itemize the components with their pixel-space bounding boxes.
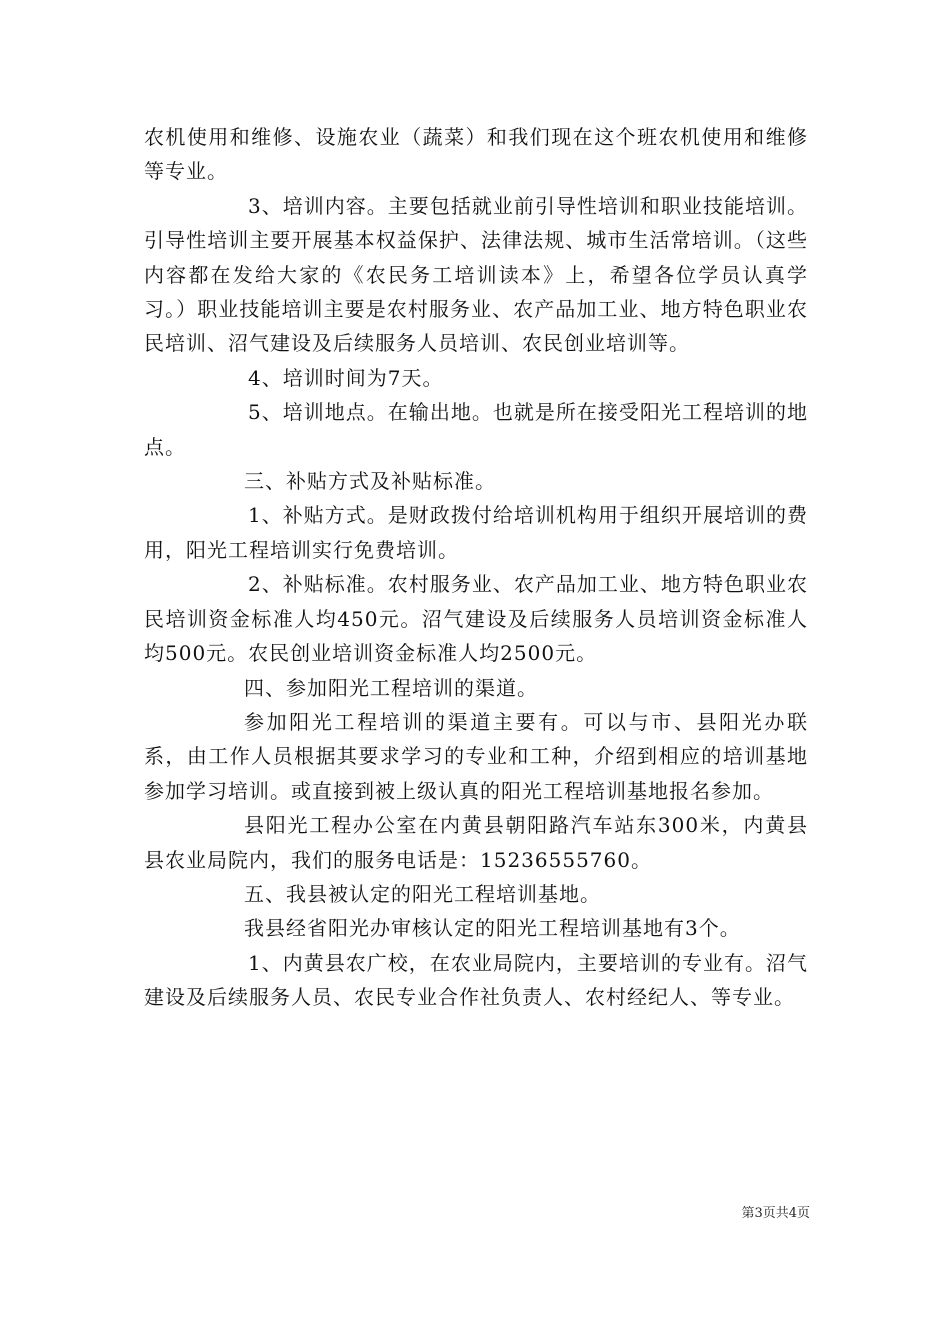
paragraph-8: 县阳光工程办公室在内黄县朝阳路汽车站东300米，内黄县县农业局院内，我们的服务电话是：15236555760。: [144, 813, 808, 872]
paragraph-4: 5、培训地点。在输出地。也就是所在接受阳光工程培训的地点。: [144, 400, 808, 459]
paragraph-6: 2、补贴标准。农村服务业、农产品加工业、地方特色职业农民培训资金标准人均450元。沼气建设及后续服务人员培训资金标准人均500元。农民创业培训资金标准人均2500元。: [144, 572, 808, 666]
section-heading-3: 三、补贴方式及补贴标准。: [244, 469, 496, 494]
paragraph-9: 我县经省阳光办审核认定的阳光工程培训基地有3个。: [244, 916, 741, 941]
paragraph-10: 1、内黄县农广校，在农业局院内，主要培训的专业有。沼气建设及后续服务人员、农民专业合作社负责人、农村经纪人、等专业。: [144, 950, 808, 1010]
paragraph-1: 农机使用和维修、设施农业（蔬菜）和我们现在这个班农机使用和维修等专业。: [144, 125, 808, 184]
page-number: 第3页共4页: [741, 1206, 810, 1221]
paragraph-3: 4、培训时间为7天。: [248, 365, 444, 390]
section-heading-4: 四、参加阳光工程培训的渠道。: [244, 675, 538, 700]
paragraph-5: 1、补贴方式。是财政拨付给培训机构用于组织开展培训的费用，阳光工程培训实行免费培训。: [144, 503, 808, 562]
section-heading-5: 五、我县被认定的阳光工程培训基地。: [244, 881, 601, 906]
paragraph-7: 参加阳光工程培训的渠道主要有。可以与市、县阳光办联系，由工作人员根据其要求学习的专业和工种，介绍到相应的培训基地参加学习培训。或直接到被上级认真的阳光工程培训基地报名参加。: [144, 709, 808, 803]
document-body: [144, 120, 808, 1015]
paragraph-2: 3、培训内容。主要包括就业前引导性培训和职业技能培训。引导性培训主要开展基本权益保护、法律法规、城市生活常培训。（这些内容都在发给大家的《农民务工培训读本》上，希望各位学员认真学习。）职业技能培训主要是农村服务业、农产品加工业、地方特色职业农民培训、沼气建设及后续服务人员培训、农民创业培训等。: [144, 193, 808, 356]
